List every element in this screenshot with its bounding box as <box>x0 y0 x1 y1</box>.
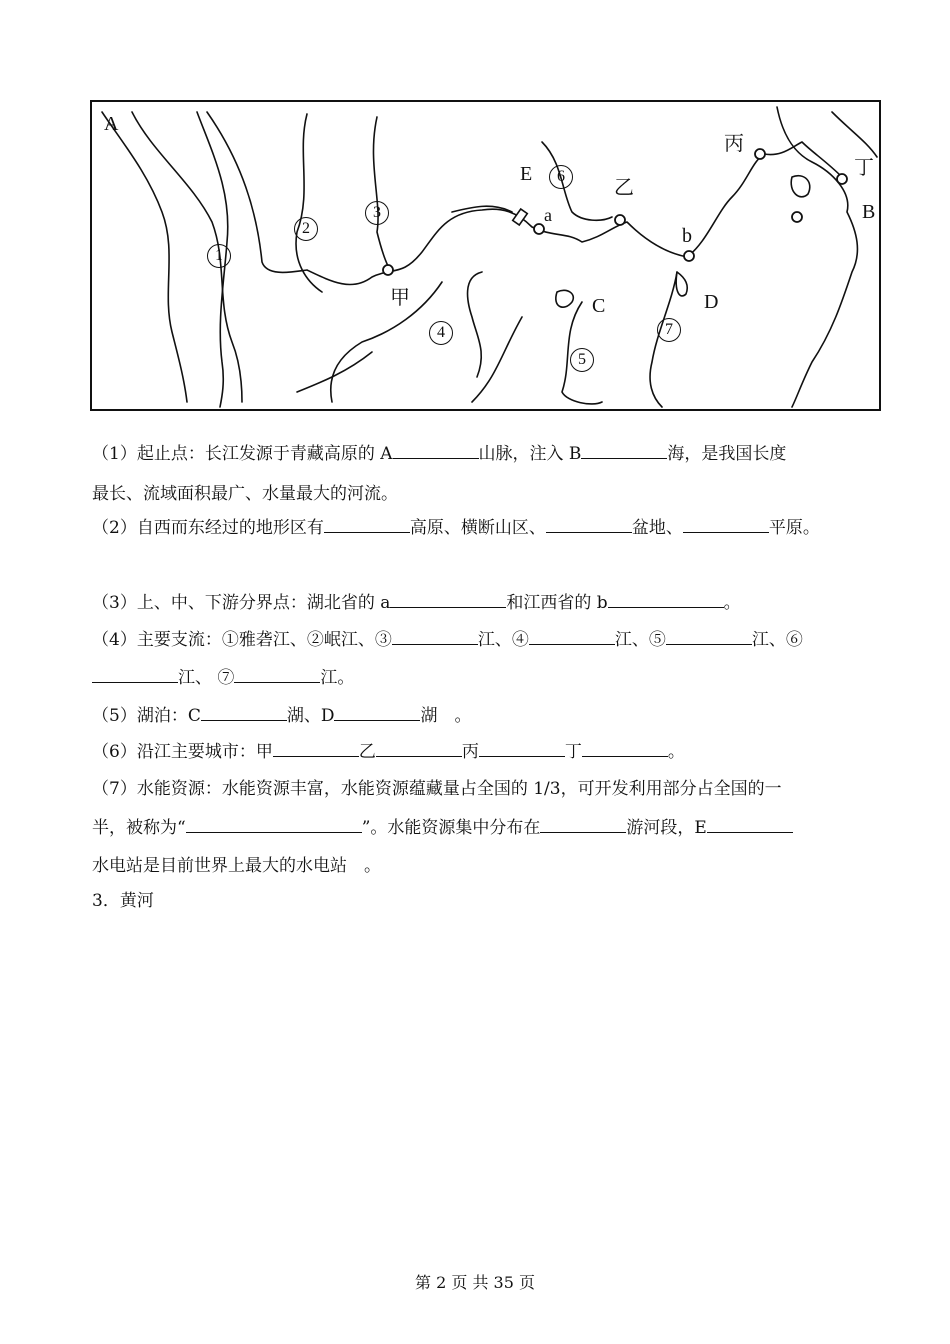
coastline-2 <box>832 112 877 157</box>
q3-blank-a[interactable] <box>390 593 506 608</box>
q4-blank-5[interactable] <box>666 630 752 645</box>
q6-text-b: 乙 <box>358 742 376 762</box>
map-label-ding: 丁 <box>854 157 874 179</box>
city-jia-marker <box>383 265 393 275</box>
river-min <box>296 114 322 292</box>
q7-line1: （7）水能资源：水能资源丰富，水能资源蕴藏量占全国的 1/3，可开发利用部分占全国的一 <box>92 779 782 799</box>
q4-blank-7[interactable] <box>234 668 320 683</box>
q3-text-c: 。 <box>723 593 741 613</box>
q1-line2: 最长、流域面积最广、水量最大的河流。 <box>92 484 398 504</box>
river-number-3: 3 <box>365 201 389 225</box>
q4-text-b: 江、④ <box>477 630 529 650</box>
q6-text-a: （6）沿江主要城市：甲 <box>92 742 273 762</box>
map-label-yi: 乙 <box>614 177 634 199</box>
q6-text-c: 丙 <box>461 742 479 762</box>
map-label-bing: 丙 <box>724 133 744 155</box>
yangtze-main <box>207 112 842 285</box>
q6-blank-jia[interactable] <box>273 742 359 757</box>
q4-text-f: 江。 <box>320 668 355 688</box>
river-han-upper <box>452 206 512 212</box>
map-label-jia: 甲 <box>390 287 410 309</box>
q1-line1 <box>92 444 786 464</box>
page-footer: 第 2 页 共 35 页 <box>415 1273 535 1292</box>
q2-text-d: 平原。 <box>768 518 820 538</box>
q4-text-a: （4）主要支流：①雅砻江、②岷江、③ <box>92 630 392 650</box>
section-3-heading: 3．黄河 <box>92 891 154 911</box>
map-label-b-lower: b <box>682 225 692 247</box>
map-label-c: C <box>592 295 606 317</box>
lake-c-shape <box>556 290 574 307</box>
q5-text-c: 湖 。 <box>420 706 472 726</box>
river-yuan <box>468 272 482 377</box>
q7-line3: 水电站是目前世界上最大的水电站 。 <box>92 856 381 876</box>
yangtze-map <box>90 100 881 411</box>
q3-text-b: 和江西省的 b <box>506 593 608 613</box>
map-label-a-lower: a <box>544 205 552 225</box>
q2-text-c: 盆地、 <box>631 518 683 538</box>
q4-line1 <box>92 630 803 650</box>
river-xiang-2 <box>472 317 522 402</box>
q7-text-a: 半，被称为“ <box>92 818 186 838</box>
q2-blank-plateau[interactable] <box>324 518 410 533</box>
river-number-1: 1 <box>207 244 231 268</box>
q4-text-d: 江、⑥ <box>751 630 803 650</box>
lake-d-shape <box>676 272 687 296</box>
river-number-7: 7 <box>657 318 681 342</box>
river-jialing <box>373 117 392 272</box>
map-label-e: E <box>520 163 533 185</box>
q2-line <box>92 518 820 538</box>
q4-blank-3[interactable] <box>392 630 478 645</box>
q7-blank-station[interactable] <box>707 818 793 833</box>
dam-marker <box>513 209 528 225</box>
q4-text-e: 江、 ⑦ <box>178 668 235 688</box>
q3-line <box>92 593 741 613</box>
river-number-2: 2 <box>294 217 318 241</box>
city-bing-marker <box>755 149 765 159</box>
q5-text-b: 湖、D <box>286 706 335 726</box>
q6-blank-yi[interactable] <box>376 742 462 757</box>
q6-text-e: 。 <box>667 742 685 762</box>
river-wu <box>331 282 442 402</box>
q2-blank-basin[interactable] <box>546 518 632 533</box>
q2-text-a: （2）自西而东经过的地形区有 <box>92 518 324 538</box>
q2-blank-plain[interactable] <box>683 518 769 533</box>
q5-line <box>92 706 471 726</box>
q7-blank-section[interactable] <box>540 818 626 833</box>
q4-text-c: 江、⑤ <box>614 630 666 650</box>
q5-blank-d[interactable] <box>334 706 420 721</box>
q6-line <box>92 742 685 762</box>
q4-blank-4[interactable] <box>529 630 615 645</box>
q6-text-d: 丁 <box>564 742 582 762</box>
q7-line2 <box>92 818 793 838</box>
city-small-marker <box>792 212 802 222</box>
city-yi-marker <box>615 215 625 225</box>
map-label-a-upper: A <box>104 113 119 135</box>
river-far-west <box>102 112 187 402</box>
river-number-5: 5 <box>570 348 594 372</box>
q4-line2 <box>92 668 354 688</box>
river-number-4: 4 <box>429 321 453 345</box>
q6-blank-ding[interactable] <box>582 742 668 757</box>
q5-text-a: （5）湖泊：C <box>92 706 201 726</box>
city-a-marker <box>534 224 544 234</box>
lake-tai-shape <box>791 176 810 197</box>
map-label-b-upper: B <box>862 201 876 223</box>
q1-text-c: 海，是我国长度 <box>667 444 787 464</box>
q7-blank-nickname[interactable] <box>186 818 362 833</box>
q3-text-a: （3）上、中、下游分界点：湖北省的 a <box>92 593 391 613</box>
q1-blank-b[interactable] <box>581 444 667 459</box>
q3-blank-b[interactable] <box>608 593 724 608</box>
q1-text-b: 山脉，注入 B <box>478 444 582 464</box>
q4-blank-6[interactable] <box>92 668 178 683</box>
q7-text-b: ”。水能资源集中分布在 <box>361 818 541 838</box>
map-label-d: D <box>704 291 719 313</box>
q1-text-a: （1）起止点：长江发源于青藏高原的 A <box>92 444 393 464</box>
coastline <box>777 107 857 407</box>
city-b-marker <box>684 251 694 261</box>
city-ding-marker <box>837 174 847 184</box>
q7-text-c: 游河段，E <box>626 818 707 838</box>
q1-blank-a[interactable] <box>393 444 479 459</box>
q2-text-b: 高原、横断山区、 <box>409 518 546 538</box>
q6-blank-bing[interactable] <box>479 742 565 757</box>
q5-blank-c[interactable] <box>201 706 287 721</box>
river-number-6: 6 <box>549 165 573 189</box>
